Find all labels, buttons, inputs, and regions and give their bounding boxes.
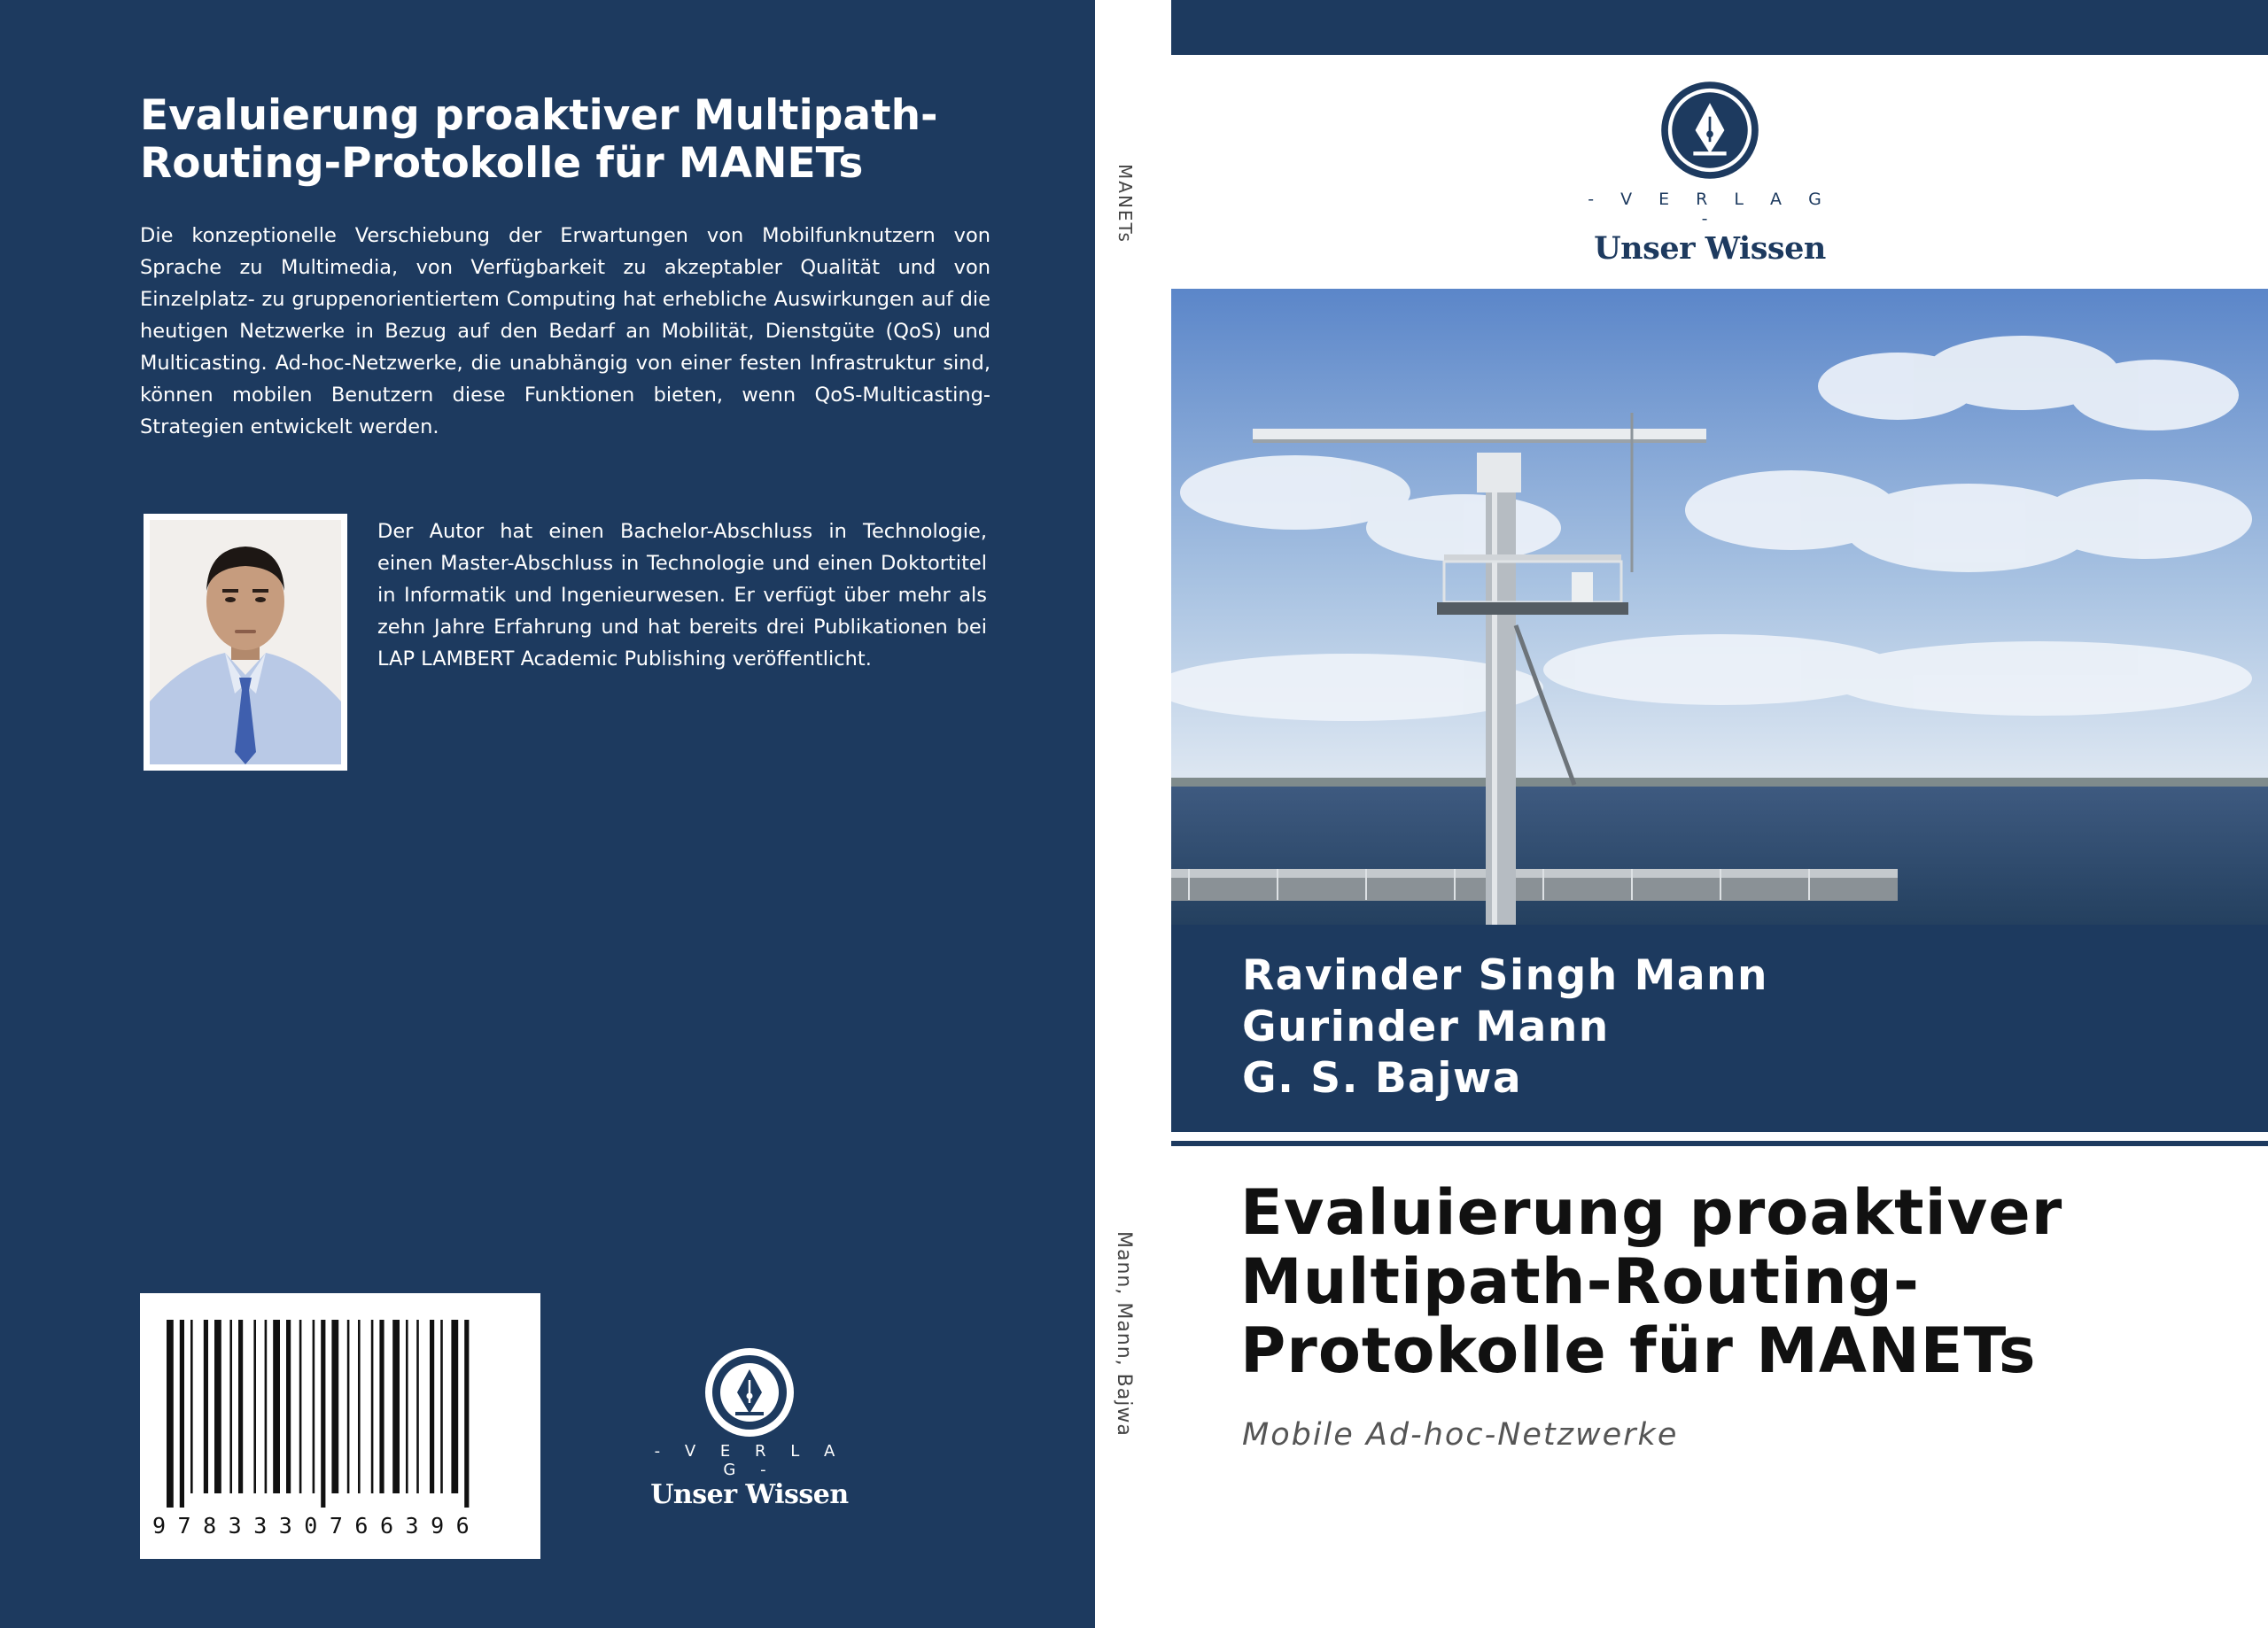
front-title-line-1: Evaluierung proaktiver <box>1240 1176 2063 1249</box>
front-publisher-name: Unser Wissen <box>1594 230 1826 267</box>
front-cover-title <box>1240 1178 2233 1385</box>
authors-band <box>1171 925 2268 1132</box>
author-name-2: Gurinder Mann <box>1242 1003 1610 1051</box>
spine-authors: Mann, Mann, Bajwa <box>1113 1231 1135 1437</box>
barcode-icon <box>165 1320 516 1508</box>
back-publisher-name: Unser Wissen <box>650 1479 849 1510</box>
front-top-bar <box>1171 0 2268 55</box>
cover-photo-radar-mast <box>1171 289 2268 925</box>
author-name-3: G. S. Bajwa <box>1242 1054 1523 1103</box>
isbn-barcode <box>140 1293 540 1559</box>
spine-title: MANETs <box>1115 164 1136 244</box>
front-verlag-label: - V E R L A G - <box>1588 190 1832 229</box>
front-cover-subtitle: Mobile Ad-hoc-Netzwerke <box>1242 1417 1679 1453</box>
front-publisher-logo <box>1577 80 1843 267</box>
front-title-line-3: Protokolle für MANETs <box>1240 1314 2037 1387</box>
fountain-pen-nib-seal-icon <box>1659 80 1760 181</box>
back-verlag-label: - V E R L A G - <box>654 1442 845 1479</box>
front-divider-line <box>1171 1141 2268 1146</box>
author-name-1: Ravinder Singh Mann <box>1242 951 1768 1000</box>
back-cover-title: Evaluierung proaktiver Multipath-Routing-Protokolle für MANETs <box>140 91 938 188</box>
radar-mast-photo <box>1171 289 2268 925</box>
back-publisher-logo <box>636 1346 863 1510</box>
author-biography: Der Autor hat einen Bachelor-Abschluss in Technologie, einen Master-Abschluss in Technologie und einen Doktortitel in Informatik und Ingenieurwesen. Er verfügt über mehr als zehn Jahre Erfahrung und hat bereits drei Publikationen bei LAP LAMBERT Academic Publishing veröffentlicht. <box>377 520 987 671</box>
isbn-number: 9783330766396 <box>152 1513 482 1539</box>
front-title-line-2: Multipath-Routing- <box>1240 1245 1920 1318</box>
author-portrait-icon <box>150 520 341 764</box>
author-photo <box>144 514 347 771</box>
back-cover-description: Die konzeptionelle Verschiebung der Erwartungen von Mobilfunknutzern von Sprache zu Multimedia, von Verfügbarkeit zu akzeptabler Qualität und von Einzelplatz- zu gruppenorientiertem Computing hat erhebliche Auswirkungen auf die heutigen Netzwerke in Bezug auf den Bedarf an Mobilität, Dienstgüte (QoS) und Multicasting. Ad-hoc-Netzwerke, die unabhängig von einer festen Infrastruktur sind, können mobilen Benutzern diese Funktionen bieten, wenn QoS-Multicasting-Strategien entwickelt werden. <box>140 224 990 438</box>
fountain-pen-nib-seal-icon <box>703 1346 796 1438</box>
